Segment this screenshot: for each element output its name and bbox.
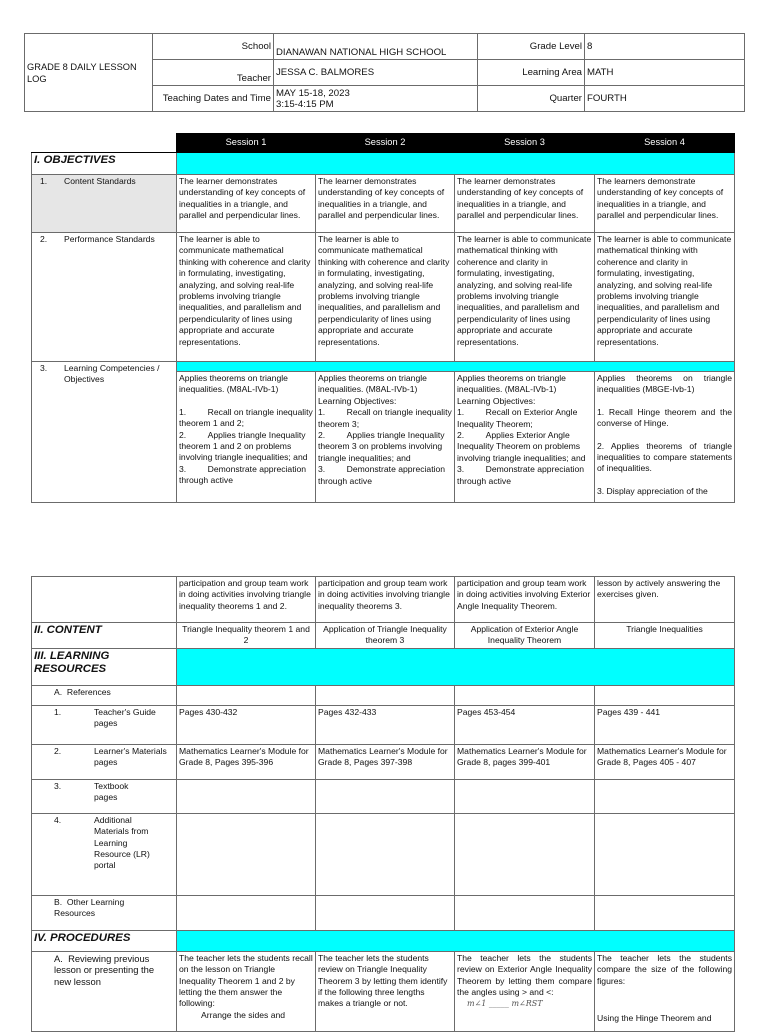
additional-materials-number: 4. — [54, 814, 62, 825]
references-s2 — [316, 685, 455, 705]
competency-s1-line: 2. Applies triangle Inequality theorem 1 and 2 on problems involving triangle inequalities; and — [179, 429, 308, 463]
content-s1: Triangle Inequality theorem 1 and 2 — [177, 623, 316, 649]
review-s3-expression: m∠1 _____ m∠RST — [467, 999, 543, 1009]
performance-standards-number: 2. — [40, 234, 48, 244]
competency-s4-line: 1. Recall Hinge theorem and the converse of Hinge. — [597, 406, 732, 429]
competency-s4-line — [597, 396, 732, 407]
performance-standard-s4: The learner is able to communicate mathematical thinking with coherence and clarity in formulating, investigating, analyzing, and solving real-life problems involving triangle inequalities, and parallelism and perpendicularity of lines using appropriate and accurate representations. — [595, 233, 735, 362]
competency-s3-line: 3. Demonstrate appreciation through active — [457, 464, 585, 486]
learners-materials-text: Learner's Materials pages — [94, 745, 167, 768]
competencies-continued-label — [32, 577, 177, 623]
references-text: A. References — [54, 686, 111, 697]
competency-s4 — [595, 372, 735, 503]
content-standard-s4: The learners demonstrate understanding of key concepts of inequalities in a triangle, and parallel and perpendicular lines. — [595, 175, 735, 233]
competency-s1-line: Applies theorems on triangle inequalities. (M8AL-IVb-1) — [179, 373, 288, 395]
textbook-s3 — [455, 779, 595, 813]
review-s1-tail: Arrange the sides and — [201, 1009, 286, 1020]
competency-s1-line — [179, 396, 313, 407]
teacher-label: Teacher — [153, 60, 274, 86]
competencies-label — [32, 362, 177, 503]
textbook-text: Textbook pages — [94, 780, 129, 803]
textbook-number: 3. — [54, 780, 62, 791]
competency-s4-line — [597, 430, 732, 441]
content-standards-text: Content Standards — [64, 176, 136, 186]
teachers-guide-s4: Pages 439 - 441 — [595, 705, 735, 744]
content-standards-label — [32, 175, 177, 233]
performance-standard-s3: The learner is able to communicate mathematical thinking with coherence and clarity in formulating, investigating, analyzing, and solving real-life problems involving triangle inequalities, and parallelism and perpendicularity of lines using appropriate and accurate representations. — [455, 233, 595, 362]
objectives-heading: I. OBJECTIVES — [32, 153, 177, 175]
additional-materials-label — [32, 813, 177, 895]
content-s2: Application of Triangle Inequality theorem 3 — [316, 623, 455, 649]
review-s3-text: The teacher lets the students review on Exterior Angle Inequality Theorem by letting them compare the angles using > and <: — [457, 952, 592, 998]
references-s4 — [595, 685, 735, 705]
learning-area-value: MATH — [585, 60, 745, 86]
competency-s1 — [177, 372, 316, 503]
content-procedures-table — [31, 576, 735, 1032]
session-3-header: Session 3 — [455, 134, 595, 153]
review-s4-text: The teacher lets the students compare the size of the following figures: — [597, 952, 732, 986]
additional-materials-s1 — [177, 813, 316, 895]
performance-standard-s2: The learner is able to communicate mathematical thinking with coherence and clarity in formulating, investigating, analyzing, and solving real-life problems involving triangle inequalities, and parallelism and perpendicularity of lines using appropriate and accurate representations. — [316, 233, 455, 362]
time-text: 3:15-4:15 PM — [276, 98, 334, 110]
other-resources-s1 — [177, 895, 316, 930]
quarter-value: FOURTH — [585, 86, 745, 112]
learning-area-label: Learning Area — [478, 60, 585, 86]
content-s3: Application of Exterior Angle Inequality Theorem — [455, 623, 595, 649]
learners-materials-number: 2. — [54, 745, 62, 756]
school-value: DIANAWAN NATIONAL HIGH SCHOOL — [274, 34, 478, 60]
quarter-label: Quarter — [478, 86, 585, 112]
content-standards-number: 1. — [40, 176, 48, 186]
content-s4: Triangle Inequalities — [595, 623, 735, 649]
performance-standard-s1: The learner is able to communicate mathematical thinking with coherence and clarity in formulating, investigating, analyzing, and solving real-life problems involving triangle inequalities, and parallelism and perpendicularity of lines using appropriate and accurate representations. — [177, 233, 316, 362]
competency-cont-s2: participation and group team work in doing activities involving triangle inequality theorems 3. — [316, 577, 455, 623]
teachers-guide-number: 1. — [54, 706, 62, 717]
references-s3 — [455, 685, 595, 705]
procedures-band — [177, 930, 735, 951]
performance-standards-text: Performance Standards — [64, 234, 155, 244]
lesson-log-title: GRADE 8 DAILY LESSON LOG — [25, 34, 153, 112]
learners-materials-s4: Mathematics Learner's Module for Grade 8, Pages 405 - 407 — [595, 744, 735, 779]
competency-s4-line — [597, 475, 732, 486]
teachers-guide-s2: Pages 432-433 — [316, 705, 455, 744]
blank-corner — [32, 134, 177, 153]
additional-materials-s3 — [455, 813, 595, 895]
review-s1-text: The teacher lets the students recall on the lesson on Triangle Inequality Theorem 1 and 2 by letting the them answer the following: — [179, 952, 313, 1009]
school-label: School — [153, 34, 274, 60]
textbook-s4 — [595, 779, 735, 813]
learning-resources-heading: III. LEARNING RESOURCES — [32, 648, 177, 685]
review-lesson-label — [32, 951, 177, 1031]
header-table — [24, 33, 745, 112]
competency-s1-line: 1. Recall on triangle inequality theorem 1 and 2; — [179, 406, 313, 429]
review-s2: The teacher lets the students review on Triangle Inequality Theorem 3 by letting them identify if the following three lengths makes a triangle or not. — [316, 951, 455, 1031]
content-standard-s1: The learner demonstrates understanding of key concepts of inequalities in a triangle, and parallel and perpendicular lines. — [177, 175, 316, 233]
performance-standards-label — [32, 233, 177, 362]
competency-s4-line: 3. Display appreciation of the — [597, 485, 708, 496]
competency-cont-s4: lesson by actively answering the exercises given. — [595, 577, 735, 623]
session-2-header: Session 2 — [316, 134, 455, 153]
additional-materials-s2 — [316, 813, 455, 895]
content-heading: II. CONTENT — [32, 623, 177, 649]
textbook-label — [32, 779, 177, 813]
teaching-dates-label: Teaching Dates and Time — [153, 86, 274, 112]
review-lesson-text: A. Reviewing previous lesson or presenting the new lesson — [54, 952, 155, 987]
competency-s2-line: Applies theorems on triangle inequalities. (M8AL-IVb-1) — [318, 373, 427, 395]
textbook-s2 — [316, 779, 455, 813]
dates-text: MAY 15-18, 2023 — [276, 87, 350, 99]
content-standard-s2: The learner demonstrates understanding of key concepts of inequalities in a triangle, and parallel and perpendicular lines. — [316, 175, 455, 233]
competency-s3-line: 1. Recall on Exterior Angle Inequality Theorem; — [457, 407, 578, 429]
competency-s4-line: 2. Applies theorems of triangle inequalities to compare statements of inequalities. — [597, 440, 732, 474]
learning-resources-band — [177, 648, 735, 685]
teachers-guide-text: Teacher's Guide pages — [94, 706, 156, 729]
review-s1 — [177, 951, 316, 1031]
grade-level-label: Grade Level — [478, 34, 585, 60]
competency-s4-line: Applies theorems on triangle inequalities (M8GE-Ivb-1) — [597, 373, 732, 395]
competency-s3-line: Learning Objectives: — [457, 395, 536, 406]
learners-materials-s3: Mathematics Learner's Module for Grade 8, pages 399-401 — [455, 744, 595, 779]
session-1-header: Session 1 — [177, 134, 316, 153]
review-s4-tail: Using the Hinge Theorem and — [597, 1013, 712, 1024]
competency-s2 — [316, 372, 455, 503]
additional-materials-text: Additional Materials from Learning Resource (LR) portal — [94, 814, 150, 871]
review-s3 — [455, 951, 595, 1031]
teachers-guide-s3: Pages 453-454 — [455, 705, 595, 744]
competency-s2-line: 1. Recall on triangle inequality theorem 3; — [318, 407, 452, 429]
competency-s3 — [455, 372, 595, 503]
references-s1 — [177, 685, 316, 705]
procedures-heading: IV. PROCEDURES — [32, 930, 177, 951]
teacher-value: JESSA C. BALMORES — [274, 60, 478, 86]
session-4-header: Session 4 — [595, 134, 735, 153]
competency-s2-line: 2. Applies triangle Inequality theorem 3 on problems involving triangle inequalities; and — [318, 430, 445, 463]
competency-s2-line: Learning Objectives: — [318, 395, 397, 406]
other-resources-s2 — [316, 895, 455, 930]
competency-s1-line: 3. Demonstrate appreciation through active — [179, 463, 307, 486]
other-resources-s4 — [595, 895, 735, 930]
objectives-band — [177, 153, 735, 175]
competency-s3-line: 2. Applies Exterior Angle Inequality Theorem on problems involving triangle inequalities; and — [457, 430, 586, 463]
additional-materials-s4 — [595, 813, 735, 895]
review-s4 — [595, 951, 735, 1031]
textbook-s1 — [177, 779, 316, 813]
competency-cont-s3: participation and group team work in doing activities involving Exterior Angle Inequality Theorem. — [455, 577, 595, 623]
references-label — [32, 685, 177, 705]
learners-materials-s2: Mathematics Learner's Module for Grade 8, Pages 397-398 — [316, 744, 455, 779]
teachers-guide-s1: Pages 430-432 — [177, 705, 316, 744]
teachers-guide-label — [32, 705, 177, 744]
other-resources-text: B. Other Learning Resources — [54, 896, 125, 919]
learners-materials-label — [32, 744, 177, 779]
competencies-text: Learning Competencies / Objectives — [64, 363, 160, 385]
other-resources-label — [32, 895, 177, 930]
content-standard-s3: The learner demonstrates understanding of key concepts of inequalities in a triangle, and parallel and perpendicular lines. — [455, 175, 595, 233]
learners-materials-s1: Mathematics Learner's Module for Grade 8, Pages 395-396 — [177, 744, 316, 779]
objectives-table — [31, 133, 735, 503]
other-resources-s3 — [455, 895, 595, 930]
teaching-dates-value — [274, 86, 478, 112]
competencies-band — [177, 362, 735, 372]
grade-level-value: 8 — [585, 34, 745, 60]
competency-s2-line: 3. Demonstrate appreciation through active — [318, 464, 446, 486]
competency-cont-s1: participation and group team work in doing activities involving triangle inequality theorems 1 and 2. — [177, 577, 316, 623]
competencies-number: 3. — [40, 363, 48, 373]
competency-s3-line: Applies theorems on triangle inequalities. (M8AL-IVb-1) — [457, 373, 566, 395]
